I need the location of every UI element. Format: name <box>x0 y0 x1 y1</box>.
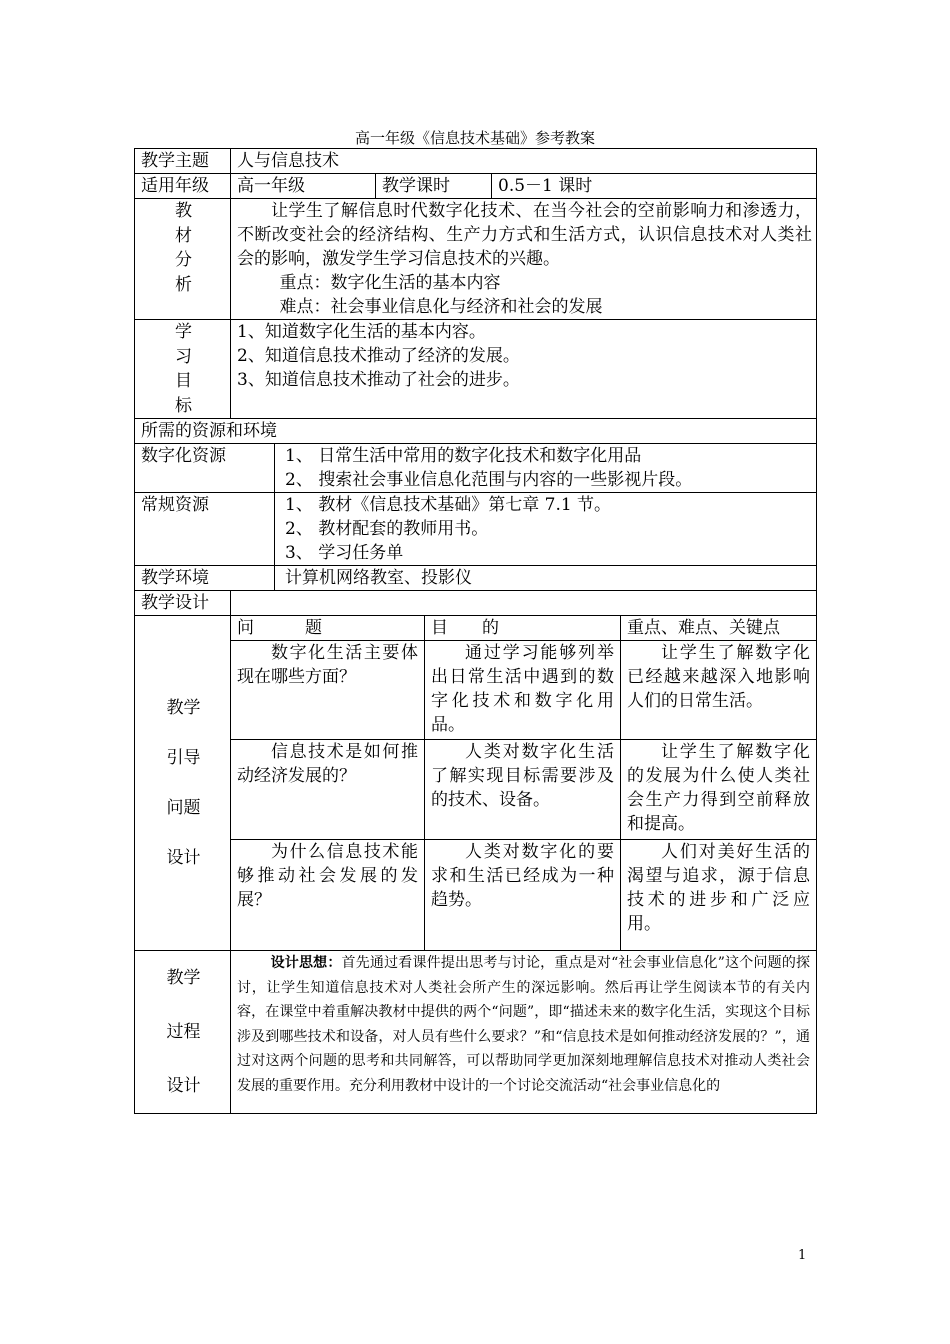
lesson-plan-table <box>134 148 817 1114</box>
resources-heading: 所需的资源和环境 <box>135 419 817 444</box>
guide-question: 数字化生活主要体现在哪些方面？ <box>231 641 425 740</box>
topic-label: 教学主题 <box>135 149 231 174</box>
topic-value: 人与信息技术 <box>231 149 817 174</box>
regular-resources-content <box>275 493 817 566</box>
analysis-label-char: 教 <box>175 201 192 221</box>
objective-item: 2、知道信息技术推动了经济的发展。 <box>237 346 520 366</box>
regular-resources-label: 常规资源 <box>135 493 275 566</box>
analysis-label <box>135 199 231 320</box>
environment-value: 计算机网络教室、投影仪 <box>275 566 817 591</box>
guide-key: 让学生了解数字化已经越来越深入地影响人们的日常生活。 <box>621 641 817 740</box>
analysis-content <box>231 199 817 320</box>
column-header-purpose: 目 的 <box>425 616 621 641</box>
regular-resource-item: 3、 学习任务单 <box>285 543 404 563</box>
design-heading-blank <box>231 591 817 616</box>
guide-questions-row <box>135 616 817 951</box>
topic-row <box>135 149 817 174</box>
analysis-paragraph: 让学生了解信息时代数字化技术、在当今社会的空前影响力和渗透力，不断改变社会的经济结构、生产力方式和生活方式，认识信息技术对人类社会的影响，激发学生学习信息技术的兴趣。 <box>237 201 812 269</box>
environment-label: 教学环境 <box>135 566 275 591</box>
objectives-label-char: 习 <box>175 346 192 367</box>
guide-label-word: 引导 <box>166 748 201 768</box>
process-paragraph <box>231 951 816 1098</box>
analysis-difficulty: 难点：社会事业信息化与经济和社会的发展 <box>279 297 603 317</box>
objectives-row <box>135 320 817 419</box>
process-label-word: 教学 <box>166 968 201 988</box>
objective-item: 3、知道信息技术推动了社会的进步。 <box>237 370 520 390</box>
page-number: 1 <box>798 1248 807 1263</box>
process-label-word: 设计 <box>166 1076 201 1096</box>
column-header-key: 重点、难点、关键点 <box>621 616 817 641</box>
objectives-label-char: 标 <box>175 395 192 416</box>
guide-questions-table <box>230 615 817 951</box>
guide-question: 信息技术是如何推动经济发展的？ <box>231 740 425 840</box>
guide-row <box>231 740 817 840</box>
objectives-label <box>135 320 231 419</box>
document-title: 高一年级《信息技术基础》参考教案 <box>354 129 595 147</box>
guide-header-row <box>231 616 817 641</box>
analysis-label-char: 分 <box>175 250 192 270</box>
guide-label-word: 教学 <box>166 698 201 718</box>
grade-label: 适用年级 <box>135 174 231 199</box>
design-heading: 教学设计 <box>135 591 231 616</box>
resources-heading-row <box>135 419 817 444</box>
regular-resources-row <box>135 493 817 566</box>
guide-label <box>135 616 231 951</box>
regular-resource-item: 2、 教材配套的教师用书。 <box>285 519 489 539</box>
digital-resources-label: 数字化资源 <box>135 444 275 493</box>
guide-purpose: 人类对数字化的要求和生活已经成为一种趋势。 <box>425 840 621 951</box>
process-content <box>231 951 817 1114</box>
analysis-label-char: 材 <box>175 225 192 246</box>
objective-item: 1、知道数字化生活的基本内容。 <box>237 322 486 342</box>
guide-key: 人们对美好生活的渴望与追求，源于信息技术的进步和广泛应用。 <box>621 840 817 951</box>
guide-label-word: 问题 <box>166 798 201 818</box>
environment-row <box>135 566 817 591</box>
analysis-row <box>135 199 817 320</box>
guide-purpose: 通过学习能够列举出日常生活中遇到的数字化技术和数字化用品。 <box>425 641 621 740</box>
process-row <box>135 951 817 1114</box>
guide-row <box>231 840 817 951</box>
process-label-word: 过程 <box>166 1022 201 1042</box>
hours-label: 教学课时 <box>376 174 492 199</box>
digital-resources-content <box>275 444 817 493</box>
regular-resource-item: 1、 教材《信息技术基础》第七章 7.1 节。 <box>285 495 612 515</box>
guide-question: 为什么信息技术能够推动社会发展的发展？ <box>231 840 425 951</box>
process-text: 首先通过看课件提出思考与讨论，重点是对“社会事业信息化”这个问题的探讨，让学生知道信息技术对人类社会所产生的深远影响。然后再让学生阅读本节的有关内容，在课堂中着重解决教材中提供的两个“问题”，即“描述未来的数字化生活，实现这个目标涉及到哪些技术和设备，对人员有些什么要求？”和“信息技术是如何推动经济发展的？”，通过对这两个问题的思考和共同解答，可以帮助同学更加深刻地理解信息技术对推动人类社会发展的重要作用。充分利用教材中设计的一个讨论交流活动“社会事业信息化的 <box>237 955 811 1094</box>
design-heading-row <box>135 591 817 616</box>
grade-value: 高一年级 <box>231 174 376 199</box>
analysis-key-point: 重点：数字化生活的基本内容 <box>279 273 501 293</box>
process-bold-lead: 设计思想： <box>270 955 342 971</box>
column-header-question: 问 题 <box>231 616 425 641</box>
grade-row <box>135 174 817 199</box>
guide-label-word: 设计 <box>166 848 201 868</box>
objectives-label-char: 目 <box>175 371 192 391</box>
digital-resource-item: 2、 搜索社会事业信息化范围与内容的一些影视片段。 <box>285 470 693 490</box>
guide-row <box>231 641 817 740</box>
hours-value: 0.5－1 课时 <box>492 174 817 199</box>
guide-questions-cell <box>231 616 817 951</box>
guide-purpose: 人类对数字化生活了解实现目标需要涉及的技术、设备。 <box>425 740 621 840</box>
guide-key: 让学生了解数字化的发展为什么使人类社会生产力得到空前释放和提高。 <box>621 740 817 840</box>
process-label <box>135 951 231 1114</box>
objectives-label-char: 学 <box>175 322 192 342</box>
digital-resource-item: 1、 日常生活中常用的数字化技术和数字化用品 <box>285 446 642 466</box>
objectives-content <box>231 320 817 419</box>
digital-resources-row <box>135 444 817 493</box>
analysis-label-char: 析 <box>175 274 192 295</box>
